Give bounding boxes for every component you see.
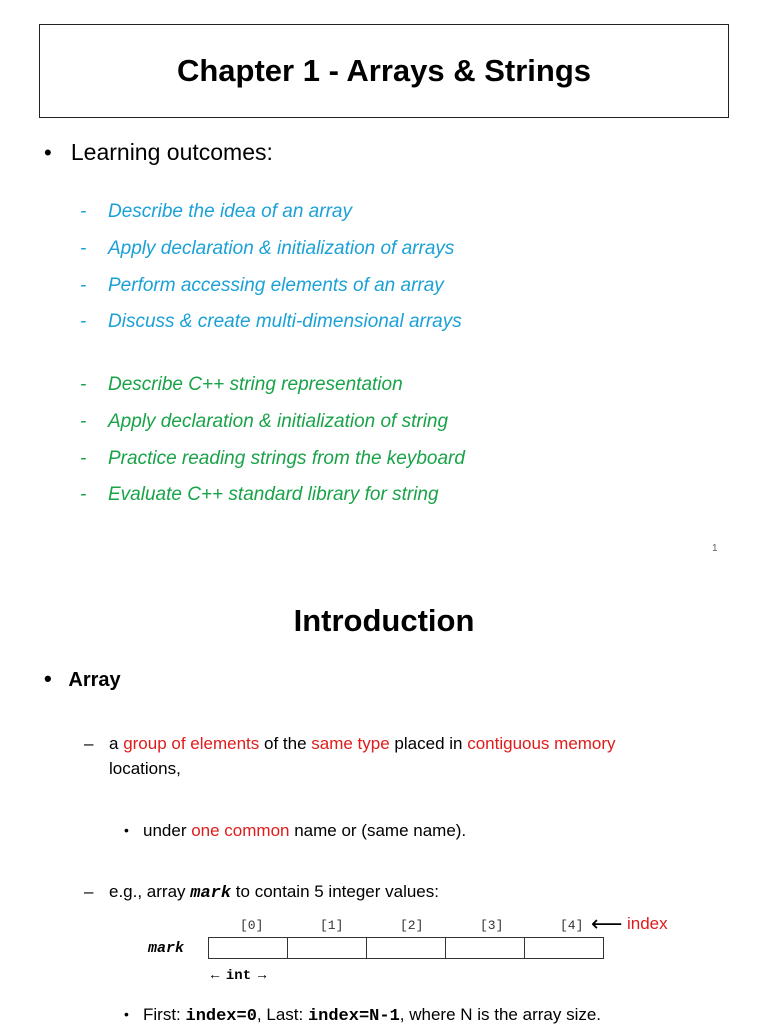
array-example: e.g., array mark to contain 5 integer values: [109,882,439,903]
array-outcomes-list [80,200,462,347]
array-name-label: mark [148,940,185,957]
string-outcomes-list [80,373,465,520]
array-cell [208,937,288,959]
dash-icon: – [84,734,94,753]
index-label-4: [4] [560,918,584,933]
arrow-left-icon: ← [208,966,222,982]
highlight-text: group of elements [123,734,260,753]
learning-outcomes-heading [44,139,273,166]
list-item: - Describe C++ string representation [80,374,403,395]
list-item: - Apply declaration & initialization of string [80,410,449,432]
index-label-0: [0] [240,918,264,933]
slide1-title: Chapter 1 - Arrays & Strings [176,53,592,88]
list-item: - Apply declaration & initialization of arrays [80,237,455,259]
list-item: - Practice reading strings from the keyboard [80,447,465,469]
slide2-title: Introduction [293,603,475,638]
array-definition: a group of elements of the same type placed in contiguous memory locations, [109,734,616,778]
array-cell [287,937,367,959]
index-label-3: [3] [480,918,504,933]
bullet-icon: • [44,666,52,691]
highlight-text: one common [191,821,290,840]
list-item: - Discuss & create multi-dimensional arrays [80,311,462,333]
sub-bullet-icon: • [124,1006,129,1022]
learning-outcomes-label: Learning outcomes: [70,139,273,165]
index-label-1: [1] [320,918,344,933]
dash-icon: – [84,882,94,901]
highlight-text: same type [311,734,390,753]
array-cell [366,937,446,959]
slide1-title-box [39,24,729,118]
array-label: Array [68,669,121,691]
highlight-text: contiguous memory [467,734,616,753]
list-item: - Describe the idea of an array [80,201,352,222]
array-cell [524,937,604,959]
page-number: 1 [712,543,718,554]
arrow-right-icon: → [255,966,269,982]
array-cell [445,937,525,959]
list-item: - Perform accessing elements of an array [80,274,444,296]
index-range-note: First: index=0, Last: index=N-1, where N is the array size. [143,1005,602,1026]
cell-type-label: ← int → [208,966,269,984]
array-heading [44,666,121,692]
bullet-icon: • [44,140,52,165]
common-name-note: under one common name or (same name). [143,821,467,840]
index-label-2: [2] [400,918,424,933]
code-mark: mark [190,884,232,903]
array-cells [208,937,603,959]
list-item: - Evaluate C++ standard library for string [80,484,439,506]
arrow-left-icon: ⟵ [591,911,623,936]
index-annotation: index [627,914,668,933]
sub-bullet-icon: • [124,822,129,838]
